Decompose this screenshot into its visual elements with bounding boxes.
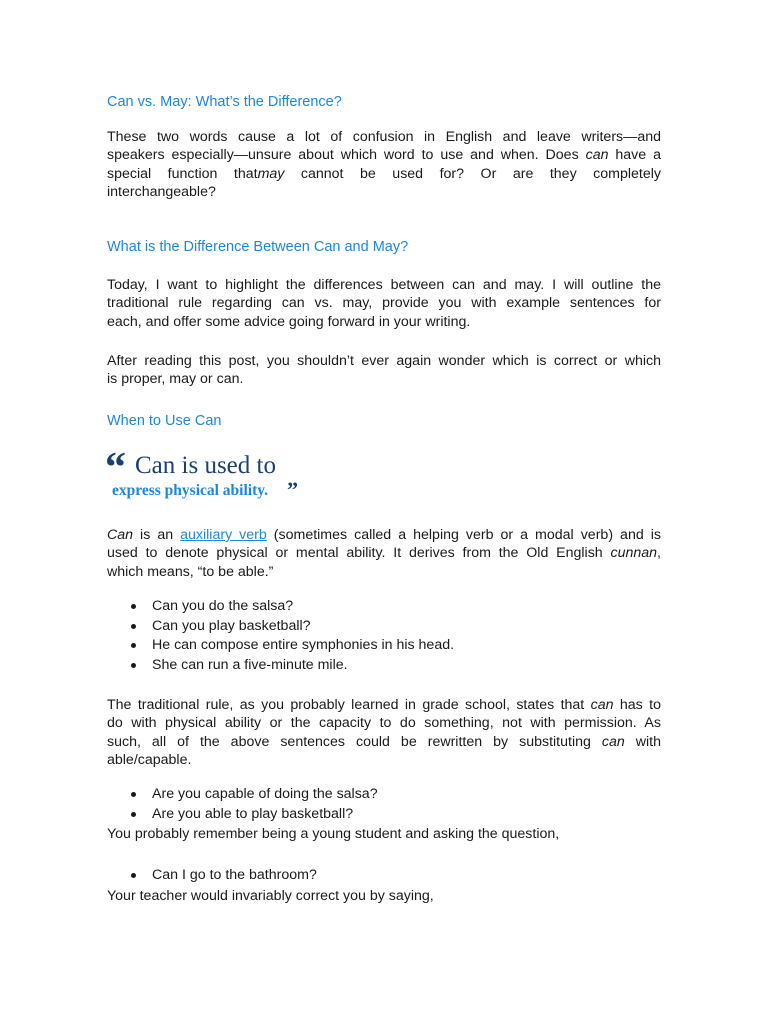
list-item: He can compose entire symphonies in his head.: [131, 636, 454, 656]
close-quote-mark: ”: [287, 477, 298, 502]
intro-line-3: special function thatmay cannot be used for? Or are they completely: [107, 165, 661, 182]
today-line-3: each, and offer some advice going forward in your writing.: [107, 313, 471, 330]
list-item: Can you play basketball?: [131, 617, 454, 637]
definition-line-3: which means, “to be able.”: [107, 563, 274, 580]
after-line-1: After reading this post, you shouldn’t ever again wonder which is correct or which: [107, 353, 661, 369]
open-quote-mark: “: [105, 445, 126, 491]
list-item: Can you do the salsa?: [131, 597, 454, 617]
pull-quote-line-1: Can is used to: [135, 452, 276, 479]
after-line-2: is proper, may or can.: [107, 371, 244, 388]
question-example-list: [131, 866, 317, 886]
pull-quote-image: [105, 445, 347, 505]
intro-line-2: speakers especially—unsure about which word to use and when. Does can have a: [107, 147, 661, 164]
list-item: She can run a five-minute mile.: [131, 656, 454, 676]
capable-examples-list: [131, 785, 378, 824]
ability-examples-list: [131, 597, 454, 675]
rule-line-1: The traditional rule, as you probably learned in grade school, states that can has to: [107, 697, 661, 713]
bullet-icon: [131, 663, 136, 668]
today-line-2: traditional rule regarding can vs. may, provide you with example sentences for: [107, 295, 661, 312]
list-item: Can I go to the bathroom?: [131, 866, 317, 886]
rule-line-2: do with physical ability or the capacity to do something, not with permission. As: [107, 715, 661, 732]
heading-difference: What is the Difference Between Can and May?: [107, 239, 409, 255]
bullet-icon: [131, 643, 136, 648]
heading-when-to-use-can: When to Use Can: [107, 413, 222, 429]
definition-line-2: used to denote physical or mental ability. It derives from the Old English cunnan,: [107, 545, 661, 562]
today-line-1: Today, I want to highlight the differences between can and may. I will outline the: [107, 277, 661, 293]
list-item: Are you able to play basketball?: [131, 805, 378, 825]
bullet-icon: [131, 812, 136, 817]
rule-paragraph: [107, 696, 661, 770]
remember-paragraph: [107, 825, 661, 843]
after-paragraph: [107, 352, 661, 389]
definition-line-1: Can is an auxiliary verb (sometimes called a helping verb or a modal verb) and is: [107, 527, 661, 543]
pull-quote-line-2: express physical ability.: [112, 482, 269, 499]
list-item: Are you capable of doing the salsa?: [131, 785, 378, 805]
rule-line-3: such, all of the above sentences could be rewritten by substituting can with: [107, 733, 661, 750]
bullet-icon: [131, 792, 136, 797]
intro-line-1: These two words cause a lot of confusion in English and leave writers—and: [107, 129, 661, 145]
rule-line-4: able/capable.: [107, 752, 192, 769]
definition-paragraph: [107, 526, 661, 581]
remember-line: You probably remember being a young student and asking the question,: [107, 826, 560, 842]
teacher-paragraph: [107, 887, 661, 905]
bullet-icon: [131, 873, 136, 878]
bullet-icon: [131, 604, 136, 609]
auxiliary-verb-link[interactable]: auxiliary verb: [180, 527, 267, 543]
intro-paragraph: [107, 128, 661, 202]
today-paragraph: [107, 276, 661, 331]
teacher-line: Your teacher would invariably correct you by saying,: [107, 888, 434, 904]
intro-line-4: interchangeable?: [107, 184, 216, 201]
heading-can-vs-may: Can vs. May: What’s the Difference?: [107, 94, 342, 110]
bullet-icon: [131, 624, 136, 629]
